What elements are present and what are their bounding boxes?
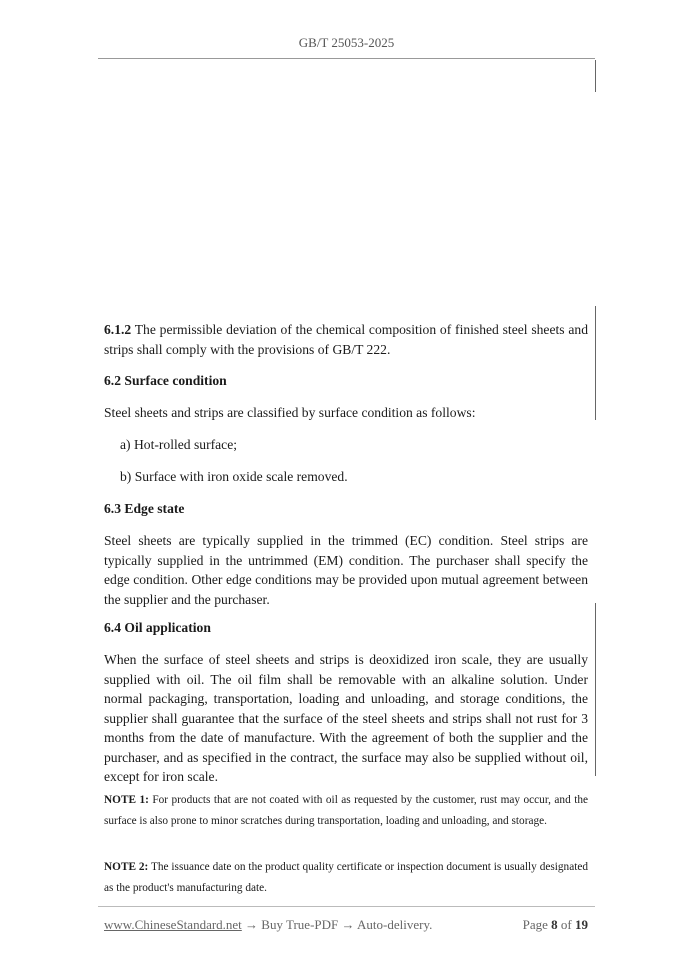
note-label: NOTE 1: bbox=[104, 794, 149, 806]
change-bar bbox=[595, 603, 596, 776]
current-page: 8 bbox=[551, 917, 558, 932]
of-label: of bbox=[557, 917, 575, 932]
paragraph-6-4: When the surface of steel sheets and strips is deoxidized iron scale, they are usually supplied with oil. The oil film shall be removable with an alkaline solution. Under normal packaging, transportation, loading and unloading, and storage conditions, the supplier shall guarantee that the surface of the steel sheets and strips shall not rust for 3 months from the date of manufacture. With the agreement of both the supplier and the purchaser, and as specified in the contract, the surface may also be supplied without oil, except for iron scale. bbox=[104, 652, 588, 784]
website-link[interactable]: www.ChineseStandard.net bbox=[104, 917, 242, 932]
paragraph-6-3: Steel sheets are typically supplied in the trimmed (EC) condition. Steel strips are typically supplied in the untrimmed (EM) condition. The purchaser shall specify the edge condition. Other edge conditions may be provided upon mutual agreement between the supplier and the purchaser. bbox=[104, 533, 588, 607]
footer-divider bbox=[98, 906, 595, 907]
note-2 bbox=[104, 857, 588, 899]
paragraph-6-2: Steel sheets and strips are classified by surface condition as follows: bbox=[104, 405, 476, 420]
total-pages: 19 bbox=[575, 917, 588, 932]
page-number bbox=[523, 917, 588, 933]
note-text: For products that are not coated with oil as requested by the customer, rust may occur, and the surface is also prone to minor scratches during transportation, loading and unloading, and storage. bbox=[104, 794, 588, 827]
clause-6-1-2 bbox=[104, 320, 588, 359]
header-doc-id: GB/T 25053-2025 bbox=[298, 35, 395, 50]
list-item-b: b) Surface with iron oxide scale removed. bbox=[120, 469, 348, 484]
note-text: The issuance date on the product quality certificate or inspection document is usually designated as the product's manufacturing date. bbox=[104, 861, 589, 894]
clause-text: The permissible deviation of the chemical composition of finished steel sheets and strips shall comply with the provisions of GB/T 222. bbox=[104, 322, 588, 357]
heading-6-2: 6.2 Surface condition bbox=[104, 373, 227, 388]
footer bbox=[104, 917, 588, 933]
note-1 bbox=[104, 790, 588, 832]
list-item-a: a) Hot-rolled surface; bbox=[120, 437, 238, 452]
footer-promo bbox=[104, 917, 432, 933]
clause-number: 6.1.2 bbox=[104, 322, 132, 337]
heading-6-4: 6.4 Oil application bbox=[104, 620, 211, 635]
header-divider bbox=[98, 58, 595, 59]
change-bar bbox=[595, 306, 596, 420]
note-label: NOTE 2: bbox=[104, 861, 149, 873]
page-label: Page bbox=[522, 917, 552, 932]
change-bar bbox=[595, 60, 596, 92]
promo-text: → Buy True-PDF → Auto-delivery. bbox=[241, 917, 433, 932]
heading-6-3: 6.3 Edge state bbox=[104, 501, 185, 516]
